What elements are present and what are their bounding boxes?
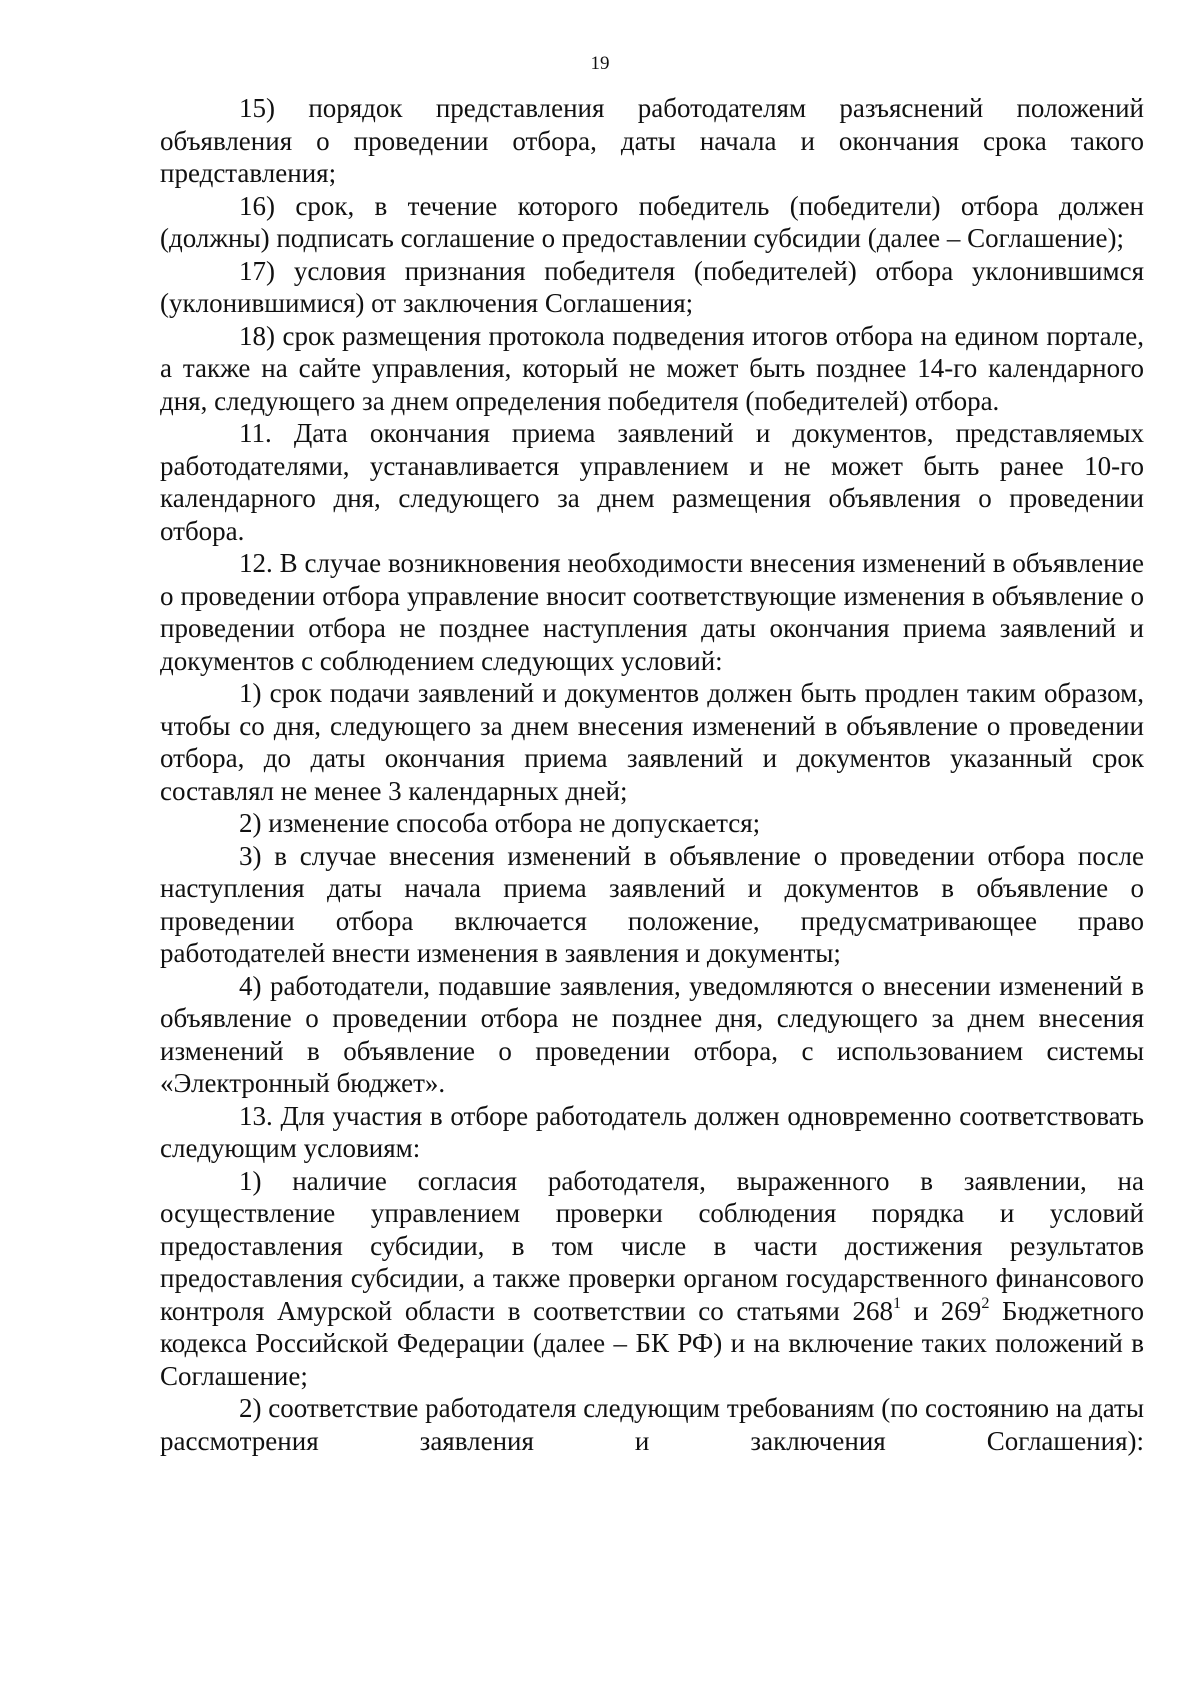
paragraph-number: 17) <box>239 255 275 286</box>
paragraph-text: срок размещения протокола подведения итогов отбора на едином портале, а также на сайте управления, который не может быть позднее 14-го календарного дня, следующего за днем определения победителя (победителей) отбора. <box>160 320 1144 416</box>
paragraph-text: работодатели, подавшие заявления, уведомляются о внесении изменений в объявление о проведении отбора не позднее дня, следующего за днем внесения изменений в объявление о проведении отбора, с использованием системы «Электронный бюджет». <box>160 970 1144 1098</box>
paragraph-text: Для участия в отборе работодатель должен одновременно соответствовать следующим условиям: <box>160 1100 1144 1163</box>
superscript-article-269: 2 <box>981 1293 990 1312</box>
paragraph-item-12-4 <box>160 970 1144 1100</box>
paragraph-item-17 <box>160 255 1144 320</box>
paragraph-text: условия признания победителя (победителей) отбора уклонившимся (уклонившимися) от заключения Соглашения; <box>160 255 1144 318</box>
paragraph-item-15 <box>160 92 1144 190</box>
paragraph-section-13 <box>160 1100 1144 1165</box>
paragraph-text: изменение способа отбора не допускается; <box>268 808 761 838</box>
paragraph-number: 13. <box>239 1100 273 1131</box>
paragraph-item-12-2 <box>160 807 1144 840</box>
paragraph-text: срок, в течение которого победитель (победители) отбора должен (должны) подписать соглашение о предоставлении субсидии (далее – Соглашение); <box>160 190 1144 253</box>
paragraph-number: 15) <box>239 93 275 123</box>
superscript-article-268: 1 <box>893 1293 902 1312</box>
paragraph-item-12-1 <box>160 677 1144 807</box>
paragraph-number: 18) <box>239 320 275 351</box>
paragraph-text: соответствие работодателя следующим требованиям (по состоянию на даты рассмотрения заявления и заключения Соглашения): <box>160 1393 1145 1456</box>
paragraph-number: 12. <box>239 548 273 578</box>
paragraph-number: 11. <box>239 418 272 448</box>
paragraph-item-13-1 <box>160 1165 1144 1393</box>
paragraph-text: в случае внесения изменений в объявление о проведении отбора после наступления даты начала приема заявлений и документов в объявление о проведении отбора включается положение, предусматривающее право работодателей внести изменения в заявления и документы; <box>160 840 1144 968</box>
paragraph-text: В случае возникновения необходимости внесения изменений в объявление о проведении отбора управление вносит соответствующие изменения в объявление о проведении отбора не позднее наступления даты окончания приема заявлений и документов с соблюдением следующих условий: <box>160 548 1145 676</box>
paragraph-text-continued: и 269 <box>901 1295 982 1326</box>
paragraph-item-12-3 <box>160 840 1144 970</box>
paragraph-section-11 <box>160 417 1144 547</box>
paragraph-number: 16) <box>239 190 275 221</box>
paragraph-section-12 <box>160 547 1144 677</box>
page-number: 19 <box>590 53 610 74</box>
document-body <box>160 92 1144 1457</box>
paragraph-item-13-2 <box>160 1392 1144 1457</box>
paragraph-text: наличие согласия работодателя, выраженного в заявлении, на осуществление управлением проверки соблюдения порядка и условий предоставления субсидии, в том числе в части достижения результатов предоставления субсидии, а также проверки органом государственного финансового контроля Амурской области в соответствии со статьями 268 <box>160 1165 1144 1326</box>
paragraph-text-end: Бюджетного кодекса Российской Федерации (далее – БК РФ) и на включение таких положений в Соглашение; <box>160 1295 1145 1391</box>
paragraph-number: 2) <box>239 1393 262 1423</box>
paragraph-number: 2) <box>239 808 262 838</box>
paragraph-text: срок подачи заявлений и документов должен быть продлен таким образом, чтобы со дня, следующего за днем внесения изменений в объявление о проведении отбора, до даты окончания приема заявлений и документов указанный срок составлял не менее 3 календарных дней; <box>160 678 1145 806</box>
paragraph-number: 1) <box>239 1165 262 1196</box>
paragraph-text: Дата окончания приема заявлений и документов, представляемых работодателями, устанавливается управлением и не может быть ранее 10-го календарного дня, следующего за днем размещения объявления о проведении отбора. <box>160 418 1145 546</box>
paragraph-number: 4) <box>239 970 262 1001</box>
paragraph-item-16 <box>160 190 1144 255</box>
paragraph-text: порядок представления работодателям разъяснений положений объявления о проведении отбора, даты начала и окончания срока такого представления; <box>160 93 1144 188</box>
paragraph-number: 1) <box>239 678 262 708</box>
paragraph-item-18 <box>160 320 1144 418</box>
paragraph-number: 3) <box>239 840 262 871</box>
